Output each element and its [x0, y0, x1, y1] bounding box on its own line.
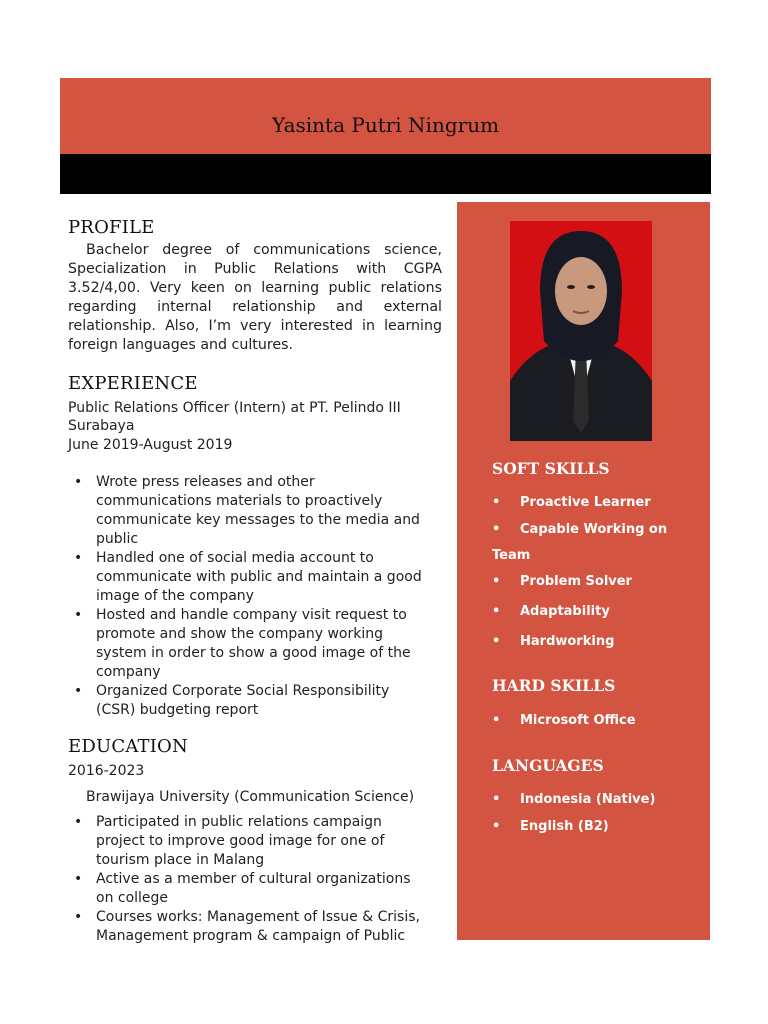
- education-heading: EDUCATION: [68, 736, 188, 757]
- education-period: 2016-2023: [68, 763, 145, 779]
- education-school: Brawijaya University (Communication Science): [86, 789, 415, 805]
- experience-period: June 2019-August 2019: [68, 437, 233, 453]
- hard-skills-heading: HARD SKILLS: [492, 676, 616, 695]
- language-item: • English (B2): [492, 819, 609, 834]
- candidate-name: Yasinta Putri Ningrum: [271, 113, 500, 137]
- list-item: • Hosted and handle company visit request to promote and show the company working system in order to show a good image of the company: [68, 606, 428, 682]
- experience-bullets: [68, 473, 428, 720]
- header-black-bar: [60, 154, 711, 194]
- profile-summary: Bachelor degree of communications science, Specialization in Public Relations with CGPA 3.52/4,00. Very keen on learning public relations regarding internal relationship and external relationship. Also, I’m very interested in learning foreign languages and cultures.: [68, 242, 442, 353]
- hard-skill-item: • Microsoft Office: [492, 713, 636, 728]
- profile-photo: [510, 221, 652, 441]
- soft-skill-item-continued: Team: [492, 548, 531, 563]
- list-item: • Courses works: Management of Issue & Crisis, Management program & campaign of Public: [68, 908, 428, 946]
- list-item: • Organized Corporate Social Responsibility (CSR) budgeting report: [68, 682, 428, 720]
- list-item: • Participated in public relations campaign project to improve good image for one of tourism place in Malang: [68, 813, 428, 870]
- language-item: • Indonesia (Native): [492, 792, 656, 807]
- experience-role: Public Relations Officer (Intern) at PT. Pelindo III: [68, 400, 401, 416]
- list-item: • Wrote press releases and other communications materials to proactively communicate key messages to the media and public: [68, 473, 428, 549]
- list-item: • Active as a member of cultural organizations on college: [68, 870, 428, 908]
- soft-skill-item: • Problem Solver: [492, 574, 632, 589]
- experience-location: Surabaya: [68, 418, 135, 434]
- education-bullets: [68, 813, 428, 946]
- soft-skill-item: • Adaptability: [492, 604, 610, 619]
- soft-skill-item: • Capable Working on: [492, 522, 668, 537]
- profile-heading: PROFILE: [68, 217, 155, 238]
- soft-skill-item: • Hardworking: [492, 634, 615, 649]
- list-item: • Handled one of social media account to communicate with public and maintain a good image of the company: [68, 549, 428, 606]
- soft-skill-item: • Proactive Learner: [492, 495, 651, 510]
- experience-heading: EXPERIENCE: [68, 373, 198, 394]
- soft-skills-heading: SOFT SKILLS: [492, 459, 610, 478]
- languages-heading: LANGUAGES: [492, 756, 604, 775]
